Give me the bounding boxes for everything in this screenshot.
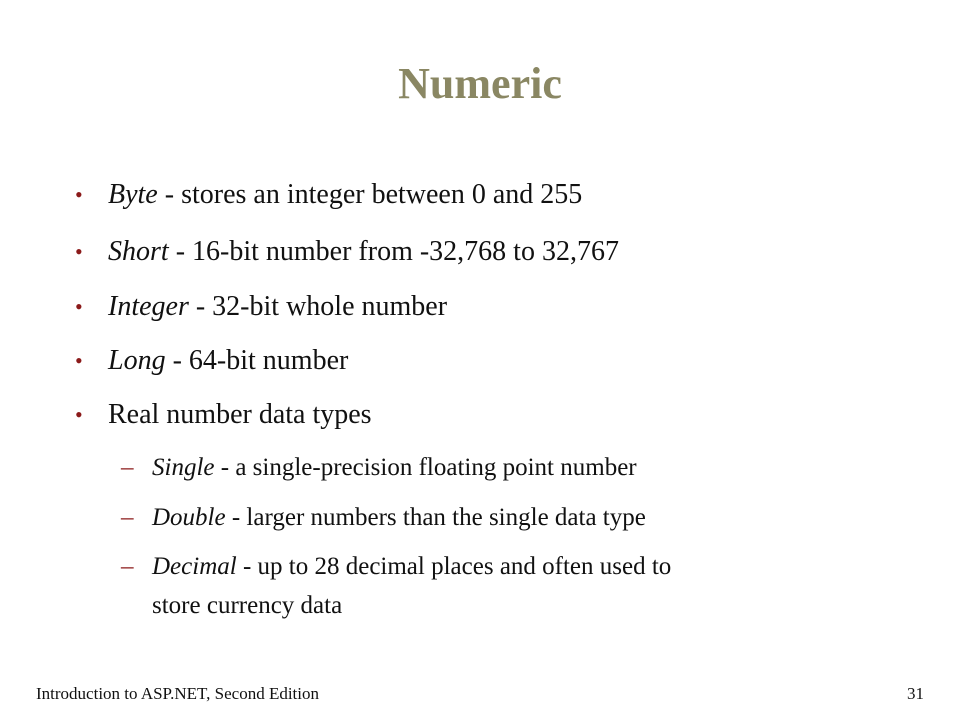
- sub-bullet-term: Decimal: [152, 553, 237, 580]
- footer-book-title: Introduction to ASP.NET, Second Edition: [36, 684, 320, 703]
- sub-bullet-text: - larger numbers than the single data type: [225, 504, 646, 531]
- bullet-byte: [75, 178, 583, 212]
- bullet-short: [75, 235, 619, 269]
- bullet-term: Byte: [108, 179, 158, 210]
- bullet-term: Long: [108, 345, 166, 376]
- bullet-text: Real number data types: [108, 399, 372, 430]
- bullet-real-number-types: [75, 398, 372, 432]
- bullet-marker: •: [75, 294, 83, 319]
- sub-bullet-decimal-continuation: store currency data: [152, 592, 343, 619]
- sub-bullet-marker: –: [121, 553, 134, 580]
- bullet-text: - 32-bit whole number: [188, 291, 448, 322]
- bullet-marker: •: [75, 239, 83, 264]
- bullet-long: [75, 344, 349, 378]
- bullet-text: - 64-bit number: [165, 345, 349, 376]
- sub-bullet-double: [121, 502, 646, 533]
- sub-bullet-text: - a single-precision floating point number: [214, 454, 637, 481]
- sub-bullet-term: Single: [152, 454, 215, 481]
- footer-page-number: 31: [907, 684, 924, 703]
- bullet-marker: •: [75, 348, 83, 373]
- sub-bullet-single: [121, 452, 637, 483]
- bullet-term: Integer: [108, 291, 189, 322]
- sub-bullet-marker: –: [121, 504, 134, 531]
- bullet-text: - stores an integer between 0 and 255: [157, 179, 583, 210]
- sub-bullet-marker: –: [121, 454, 134, 481]
- sub-bullet-text: - up to 28 decimal places and often used to: [236, 553, 672, 580]
- bullet-term: Short: [108, 236, 169, 267]
- bullet-text: - 16-bit number from -32,768 to 32,767: [168, 236, 619, 267]
- bullet-marker: •: [75, 182, 83, 207]
- slide-title: Numeric: [398, 59, 562, 108]
- sub-bullet-decimal: [121, 551, 672, 582]
- bullet-integer: [75, 290, 448, 324]
- sub-bullet-term: Double: [152, 504, 226, 531]
- bullet-marker: •: [75, 402, 83, 427]
